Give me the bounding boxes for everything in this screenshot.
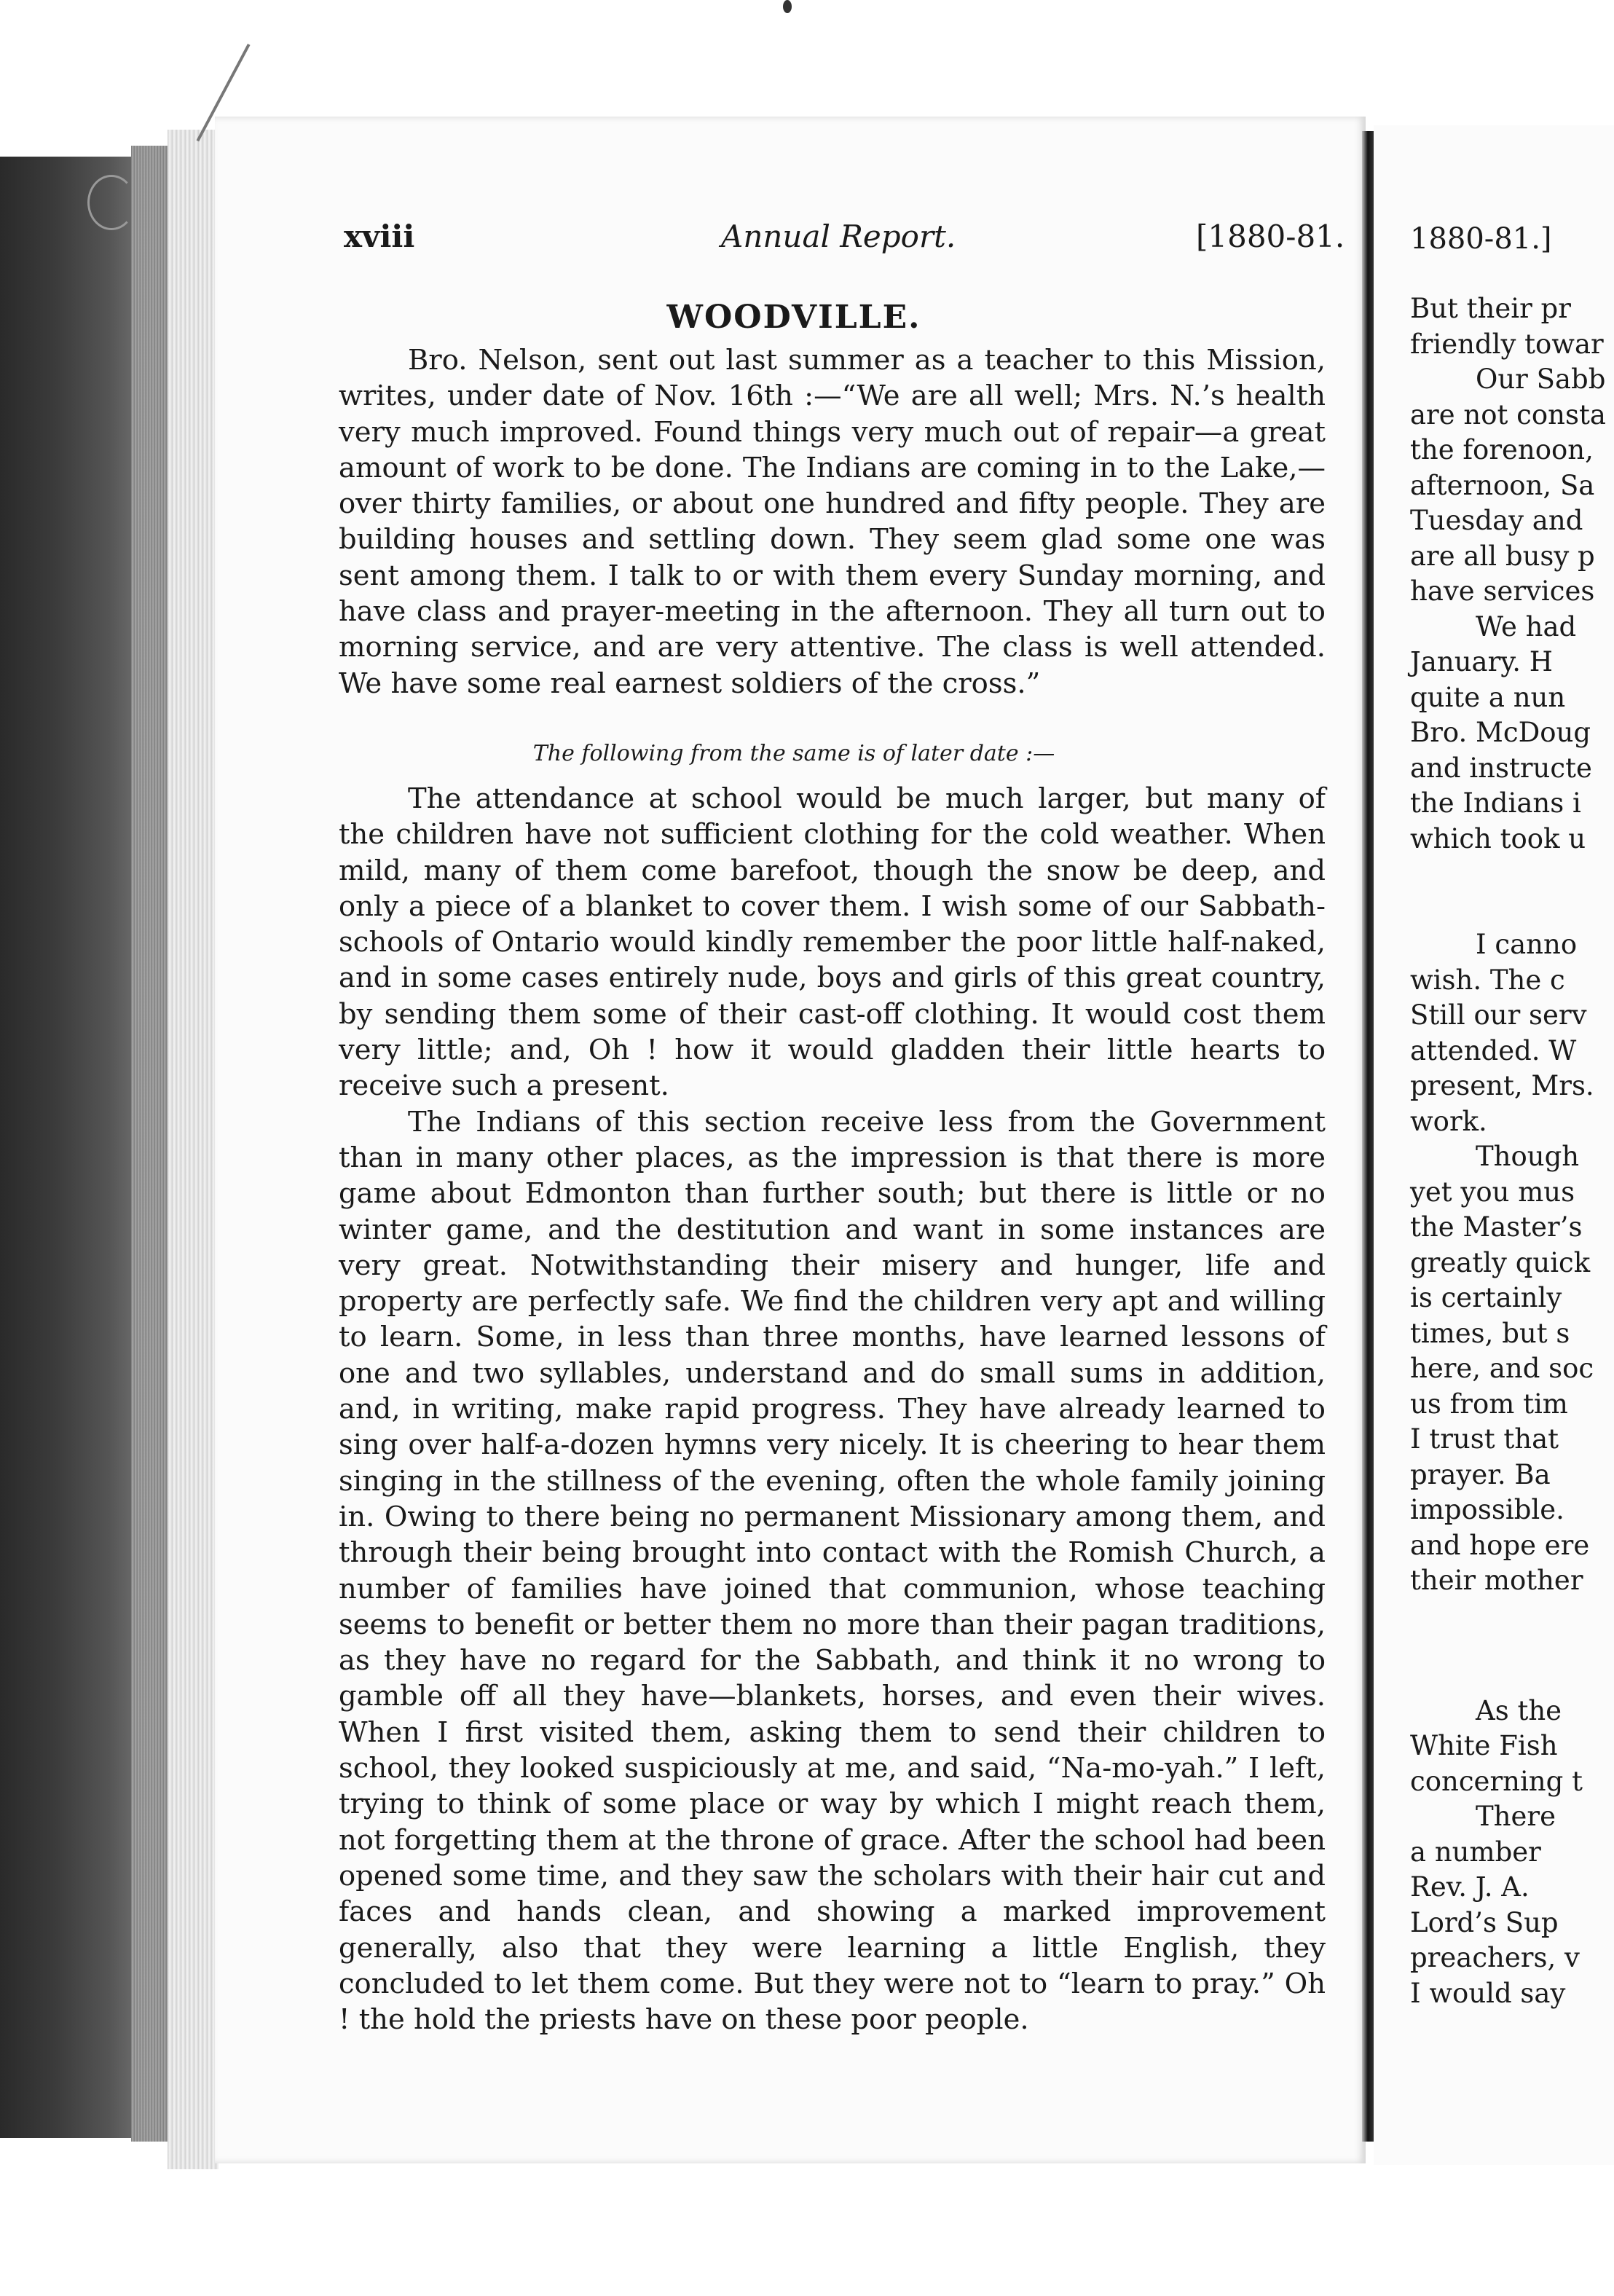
running-title: Annual Report. [721, 219, 956, 254]
text-line: which took u [1410, 822, 1586, 854]
subheading: The following from the same is of later date :— [532, 741, 1055, 766]
text-line: But their pr [1410, 293, 1571, 324]
text-line: here, and soc [1410, 1353, 1594, 1384]
book-gutter [1362, 131, 1374, 2142]
right-running-year: 1880-81.] [1410, 222, 1552, 256]
text-line: As the [1476, 1694, 1562, 1726]
ink-dot [783, 0, 792, 13]
text-line: the forenoon, [1410, 434, 1594, 465]
text-line: preachers, v [1410, 1942, 1580, 1973]
text-line: wish. The c [1410, 964, 1565, 996]
text-line: We had [1476, 610, 1577, 642]
page-number: xviii [344, 219, 415, 254]
text-line: greatly quick [1410, 1246, 1591, 1278]
text-line: I trust that [1410, 1423, 1559, 1455]
text-line: friendly towar [1410, 328, 1604, 360]
text-line: impossible. [1410, 1494, 1564, 1525]
text-line: are not consta [1410, 398, 1606, 430]
text-line: attended. W [1410, 1034, 1577, 1066]
text-line: Tuesday and [1410, 505, 1583, 536]
text-line: a number [1410, 1836, 1541, 1868]
text-line: are all busy p [1410, 540, 1595, 572]
text-line: Bro. McDoug [1410, 717, 1591, 748]
later-paragraphs [339, 781, 1326, 2037]
paragraph: Bro. Nelson, sent out last summer as a teacher to this Mission, writes, under date of Nov. 16th :—“We are all well; Mrs. N.’s health very much improved. Found things very much out of repair—a great amount of work to be done. The Indians are coming in to the Lake,—over thirty families, or about one hundred and fifty people. They are building houses and settling down. They seem glad some one was sent among them. I talk to or with them every Sunday morning, and have class and prayer-meeting in the afternoon. They all turn out to morning service, and are very attentive. The class is well attended. We have some real earnest soldiers of the cross.” [339, 344, 1326, 700]
pencil-loop [87, 175, 135, 230]
page-stack [168, 130, 219, 2169]
text-line: present, Mrs. [1410, 1070, 1594, 1101]
text-line: have services [1410, 575, 1595, 607]
text-line: is certainly [1410, 1282, 1562, 1313]
text-line: quite a nun [1410, 681, 1566, 713]
running-year: [1880-81. [1196, 219, 1345, 254]
text-line: I canno [1476, 929, 1578, 960]
text-line: us from tim [1410, 1388, 1568, 1420]
spacer [1410, 1599, 1614, 1694]
letter-paragraphs [339, 342, 1326, 701]
text-line: Rev. J. A. [1410, 1871, 1530, 1903]
section-title: WOODVILLE. [666, 299, 921, 336]
text-line: the Indians i [1410, 787, 1581, 819]
text-line: and instructe [1410, 752, 1592, 784]
text-line: Lord’s Sup [1410, 1906, 1559, 1938]
text-line: and hope ere [1410, 1529, 1590, 1561]
text-line: prayer. Ba [1410, 1458, 1551, 1490]
right-page-text [1410, 291, 1614, 2011]
text-line: yet you mus [1410, 1176, 1575, 1208]
text-line: Though [1476, 1141, 1580, 1172]
text-line: the Master’s [1410, 1211, 1583, 1243]
text-line: their mother [1410, 1565, 1583, 1596]
text-line: work. [1410, 1105, 1487, 1137]
text-line: Still our serv [1410, 999, 1587, 1031]
text-line: afternoon, Sa [1410, 469, 1595, 501]
spacer [1410, 857, 1614, 927]
text-line: times, but s [1410, 1317, 1570, 1349]
text-line: concerning t [1410, 1765, 1583, 1797]
paragraph: The attendance at school would be much larger, but many of the children have not sufficient clothing for the cold weather. When mild, many of them come barefoot, though the snow be deep, and only a piece of a blanket to cover them. I wish some of our Sabbath-schools of Ontario would kindly remember the poor little half-naked, and in some cases entirely nude, boys and girls of this great country, by sending them some of their cast-off clothing. It would cost them very little; and, Oh ! how it would gladden their little hearts to receive such a present. [339, 782, 1326, 1103]
text-line: There [1476, 1801, 1556, 1832]
text-line: I would say [1410, 1977, 1566, 2009]
paragraph: The Indians of this section receive less from the Government than in many other places, as the impression is that there is more game about Edmonton than further south; but there is little or no winter game, and the destitution and want in some instances are very great. Notwithstanding their misery and hunger, life and property are perfectly safe. We find the children very apt and willing to learn. Some, in less than three months, have learned lessons of one and two syllables, understand and do small sums in addition, and, in writing, make rapid progress. They have already learned to sing over half-a-dozen hymns very nicely. It is cheering to hear them singing in the stillness of the evening, often the whole family joining in. Owing to there being no permanent Missionary among them, and through their being brought into contact with the Romish Church, a number of families have joined that communion, whose teaching seems to benefit or better them no more than their pagan traditions, as they have no regard for the Sabbath, and think it no wrong to gamble off all they have—blankets, horses, and even their wives. When I first visited them, asking them to send their children to school, they looked suspiciously at me, and said, “Na-mo-yah.” I left, trying to think of some place or way by which I might reach them, not forgetting them at the throne of grace. After the school had been opened some time, and they saw the scholars with their hair cut and faces and hands clean, and showing a marked improvement generally, also that they were learning a little English, they concluded to let them come. But they were not to “learn to pray.” Oh ! the hold the priests have on these poor people. [339, 1105, 1326, 2037]
text-line: White Fish [1410, 1730, 1558, 1761]
text-line: January. H [1410, 646, 1554, 677]
text-line: Our Sabb [1476, 363, 1606, 395]
